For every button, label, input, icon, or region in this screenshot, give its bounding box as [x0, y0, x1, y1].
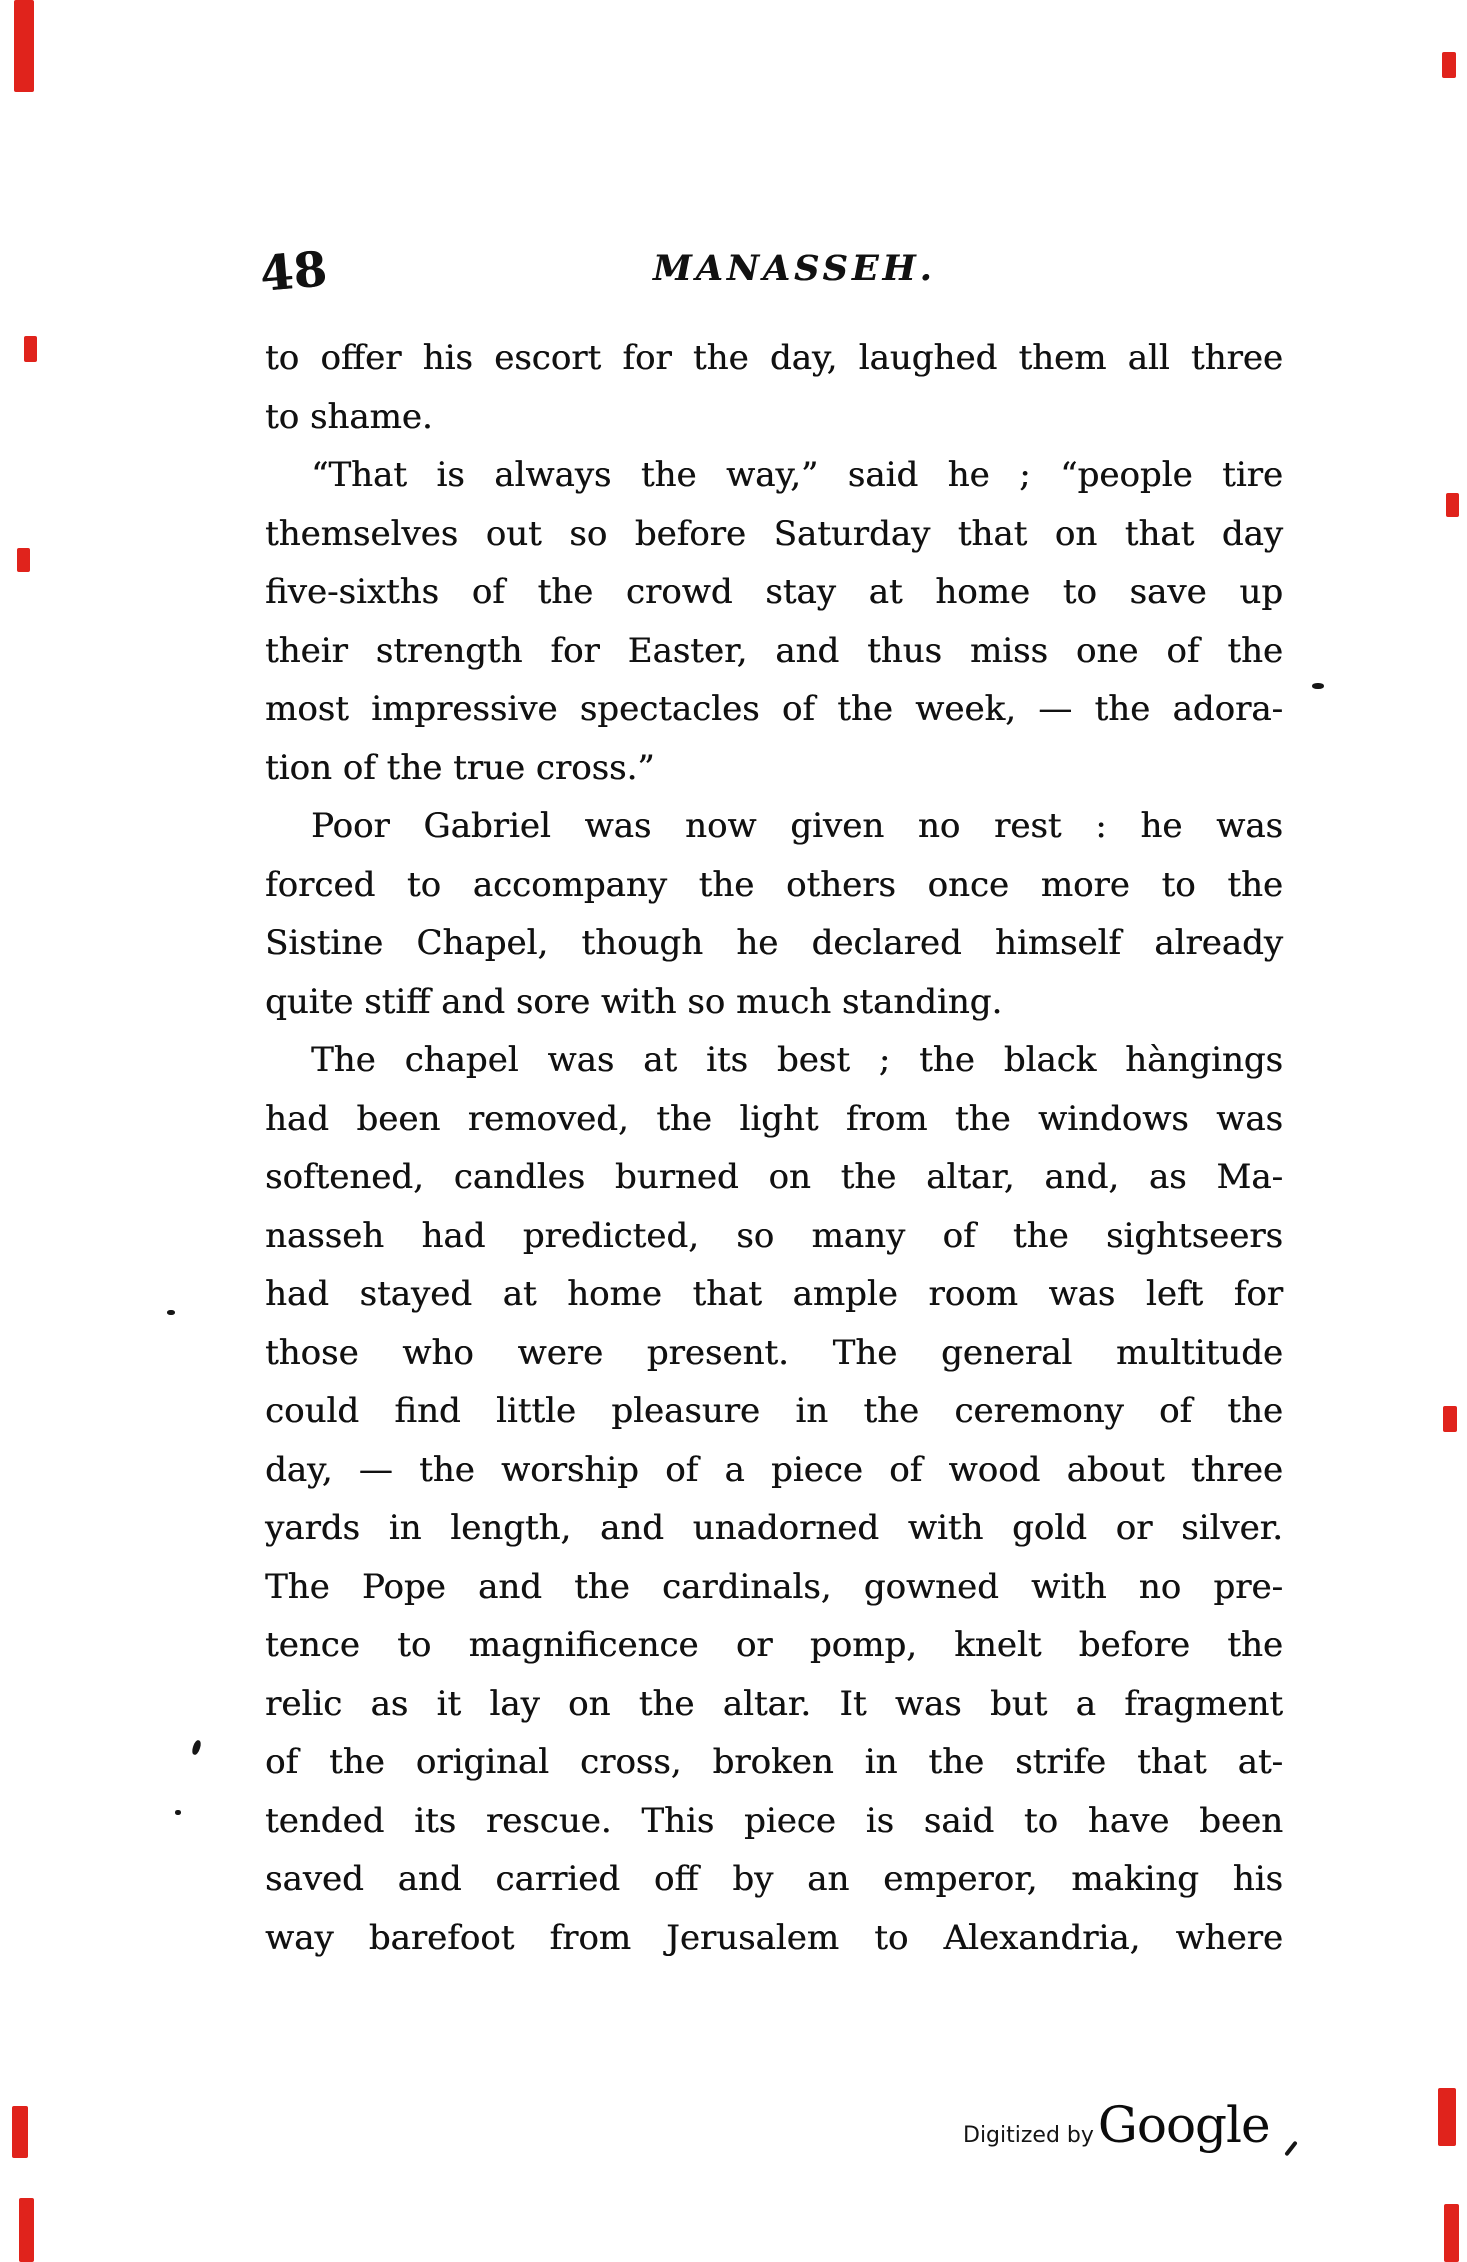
- ink-speck: [175, 1810, 181, 1815]
- red-edge-mark: [17, 548, 30, 572]
- body-line: had stayed at home that ample room was left for: [265, 1274, 1283, 1314]
- red-edge-mark: [1442, 52, 1456, 78]
- body-line: Poor Gabriel was now given no rest : he was: [311, 806, 1283, 846]
- red-edge-mark: [1443, 1406, 1457, 1432]
- digitized-by-label: Digitized by: [963, 2123, 1094, 2148]
- red-edge-mark: [24, 336, 37, 362]
- body-line: nasseh had predicted, so many of the sightseers: [265, 1215, 1283, 1256]
- body-line: had been removed, the light from the windows was: [265, 1098, 1283, 1139]
- body-line: way barefoot from Jerusalem to Alexandria, where: [265, 1917, 1283, 1958]
- red-edge-mark: [19, 2198, 34, 2262]
- running-header-title: MANASSEH.: [653, 248, 936, 289]
- body-line: could find little pleasure in the ceremony of the: [265, 1391, 1283, 1431]
- body-line: to offer his escort for the day, laughed them all three: [265, 338, 1283, 378]
- body-line: most impressive spectacles of the week, — the adora-: [265, 689, 1283, 729]
- body-line: saved and carried off by an emperor, making his: [265, 1859, 1283, 1899]
- body-line: tion of the true cross.”: [265, 747, 655, 788]
- body-line: softened, candles burned on the altar, and, as Ma-: [265, 1157, 1283, 1197]
- stray-tick-mark: [1284, 2141, 1298, 2157]
- red-edge-mark: [1446, 493, 1459, 517]
- body-line: Sistine Chapel, though he declared himself already: [265, 923, 1283, 963]
- ink-speck: [191, 1739, 202, 1755]
- red-edge-mark: [1444, 2204, 1459, 2262]
- body-line: those who were present. The general multitude: [265, 1332, 1283, 1373]
- body-line: “That is always the way,” said he ; “people tire: [311, 455, 1283, 495]
- ink-speck: [167, 1310, 175, 1315]
- body-line: yards in length, and unadorned with gold or silver.: [265, 1508, 1283, 1548]
- digitization-credit: [963, 2096, 1270, 2154]
- body-line: quite stiff and sore with so much standing.: [265, 981, 1003, 1022]
- body-line: to shame.: [265, 396, 433, 437]
- body-line: The chapel was at its best ; the black hàngings: [311, 1040, 1283, 1080]
- ink-speck: [1312, 683, 1324, 689]
- body-line: tence to magnificence or pomp, knelt before the: [265, 1625, 1283, 1665]
- page-number: 48: [257, 241, 330, 303]
- body-line: relic as it lay on the altar. It was but a fragment: [265, 1683, 1283, 1724]
- red-edge-mark: [1438, 2088, 1456, 2146]
- body-text-block: [265, 329, 1283, 1967]
- body-line: tended its rescue. This piece is said to have been: [265, 1800, 1283, 1841]
- body-line: The Pope and the cardinals, gowned with no pre-: [265, 1566, 1283, 1607]
- body-line: themselves out so before Saturday that on that day: [265, 513, 1283, 554]
- body-line: day, — the worship of a piece of wood about three: [265, 1449, 1283, 1490]
- body-line: five-sixths of the crowd stay at home to save up: [265, 572, 1283, 612]
- body-line: of the original cross, broken in the strife that at-: [265, 1742, 1283, 1782]
- red-edge-mark: [14, 0, 34, 92]
- body-line: forced to accompany the others once more to the: [265, 864, 1283, 905]
- red-edge-mark: [12, 2106, 28, 2158]
- google-logo: Google: [1097, 2096, 1270, 2154]
- body-line: their strength for Easter, and thus miss one of the: [265, 630, 1283, 671]
